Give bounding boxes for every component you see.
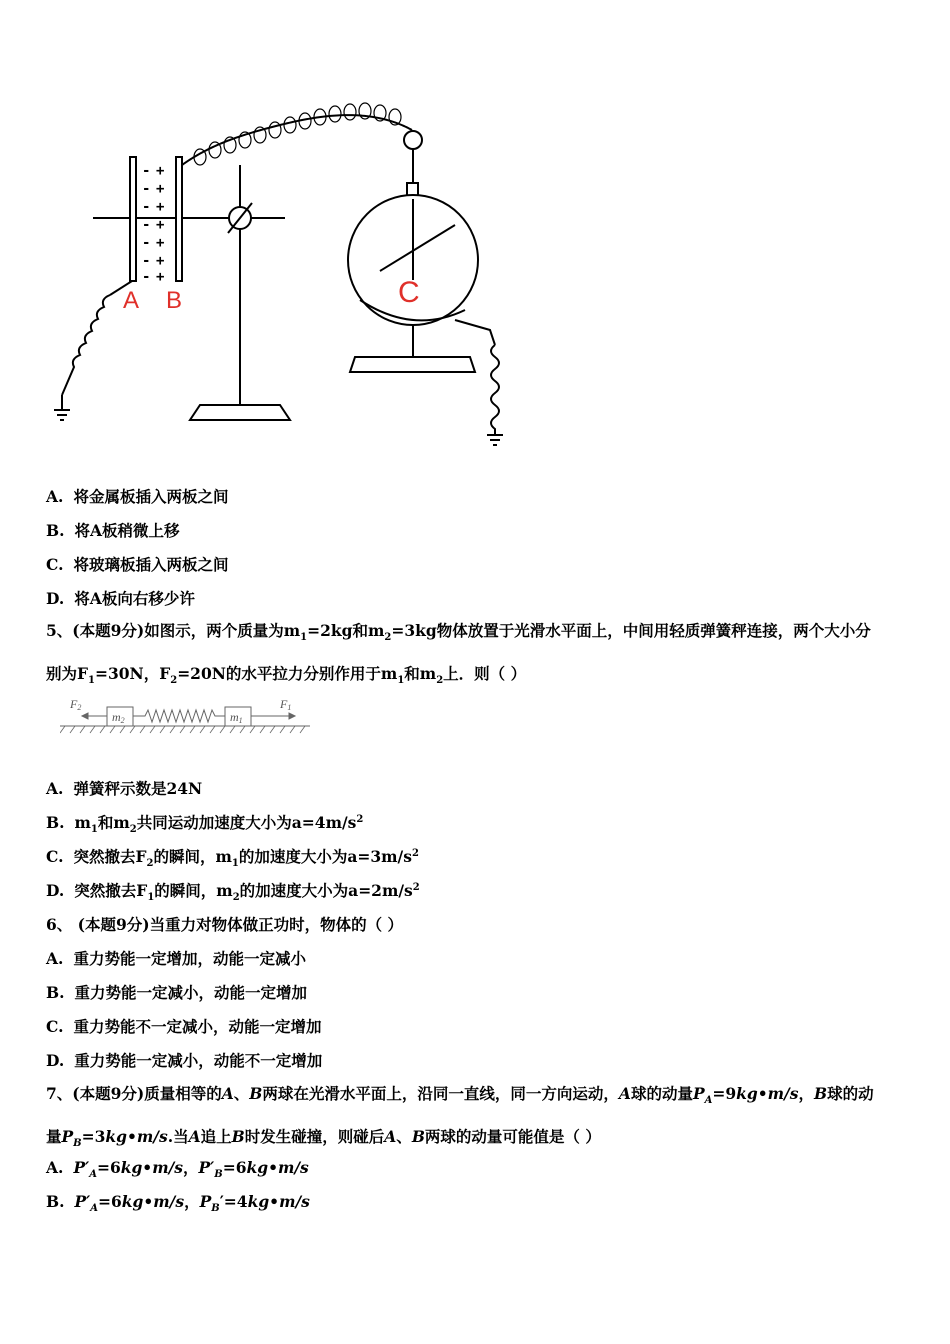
svg-text:F1: F1: [280, 697, 292, 712]
svg-text:-: -: [142, 181, 151, 197]
svg-text:-: -: [142, 217, 151, 233]
svg-text:-: -: [142, 269, 151, 285]
q5-option-d: D. 突然撤去$F_1$的瞬间，$m_2$的加速度大小为$a=2m/s^2$: [46, 881, 420, 904]
q5-option-b: B. $m_1$和$m_2$共同运动加速度大小为$a=4m/s^2$: [46, 813, 364, 836]
svg-text:-: -: [142, 235, 151, 251]
q6-option-d: D. 重力势能一定减小，动能不一定增加: [46, 1051, 323, 1070]
q5-option-a: A. 弹簧秤示数是24N: [46, 779, 203, 798]
f2-label: F: [70, 697, 78, 711]
q4-option-d: D. 将A板向右移少许: [46, 589, 195, 608]
m1-label: m: [230, 710, 239, 724]
q7-option-a: A. $P'_A=6kg•m/s$，$P'_B=6kg•m/s$: [46, 1158, 309, 1181]
plate-b-label: B: [166, 287, 183, 314]
svg-text:+: +: [156, 253, 165, 269]
q6-option-b: B. 重力势能一定减小，动能一定增加: [46, 983, 308, 1002]
svg-text:-: -: [142, 253, 151, 269]
q7-option-b: B. $P'_A=6kg•m/s$，$P_B'=4kg•m/s$: [46, 1192, 310, 1215]
svg-text:+: +: [156, 235, 165, 251]
q4-option-c: C. 将玻璃板插入两板之间: [46, 555, 229, 574]
capacitor-electroscope-figure: [50, 95, 520, 450]
f1-label: F: [280, 697, 288, 711]
plate-a-label: A: [123, 287, 140, 314]
q6-option-c: C. 重力势能不一定减小，动能一定增加: [46, 1017, 322, 1036]
m2-label: m: [112, 710, 121, 724]
svg-text:m2: m2: [112, 710, 125, 725]
svg-text:-: -: [142, 199, 151, 215]
svg-text:+: +: [156, 269, 165, 285]
spring-blocks-figure: [60, 693, 320, 738]
svg-text:F2: F2: [70, 697, 82, 712]
electroscope-c-label: C: [398, 276, 420, 309]
q6-stem: 6、 (本题9分)当重力对物体做正功时，物体的（ ）: [46, 915, 404, 934]
svg-text:m1: m1: [230, 710, 243, 725]
plate-sign-plus: +: [156, 163, 165, 179]
svg-text:+: +: [156, 217, 165, 233]
q7-stem: 7、(本题9分)质量相等的A、B两球在光滑水平面上，沿同一直线，同一方向运动，A球的动量$P_A=9kg•m/s$，B球的动 量$P_B=3kg•m/s$.当A追上B时发生碰撞，则碰后A、B两球的动量可能值是（ ）: [46, 1084, 874, 1150]
q4-option-b: B. 将A板稍微上移: [46, 521, 180, 540]
q4-option-a: A. 将金属板插入两板之间: [46, 487, 229, 506]
q6-option-a: A. 重力势能一定增加，动能一定减小: [46, 949, 306, 968]
q5-option-c: C. 突然撤去$F_2$的瞬间，$m_1$的加速度大小为$a=3m/s^2$: [46, 847, 419, 870]
plate-sign-minus: -: [142, 163, 151, 179]
q5-stem: 5、(本题9分)如图示，两个质量为$m_1=2kg$和$m_2=3kg$物体放置于光滑水平面上，中间用轻质弹簧秤连接，两个大小分 别为$F_1=30N$，$F_2=20N$的水平拉力分别作用于$m_1$和$m_2$上．则（ ）: [46, 621, 871, 687]
svg-text:+: +: [156, 199, 165, 215]
svg-text:+: +: [156, 181, 165, 197]
